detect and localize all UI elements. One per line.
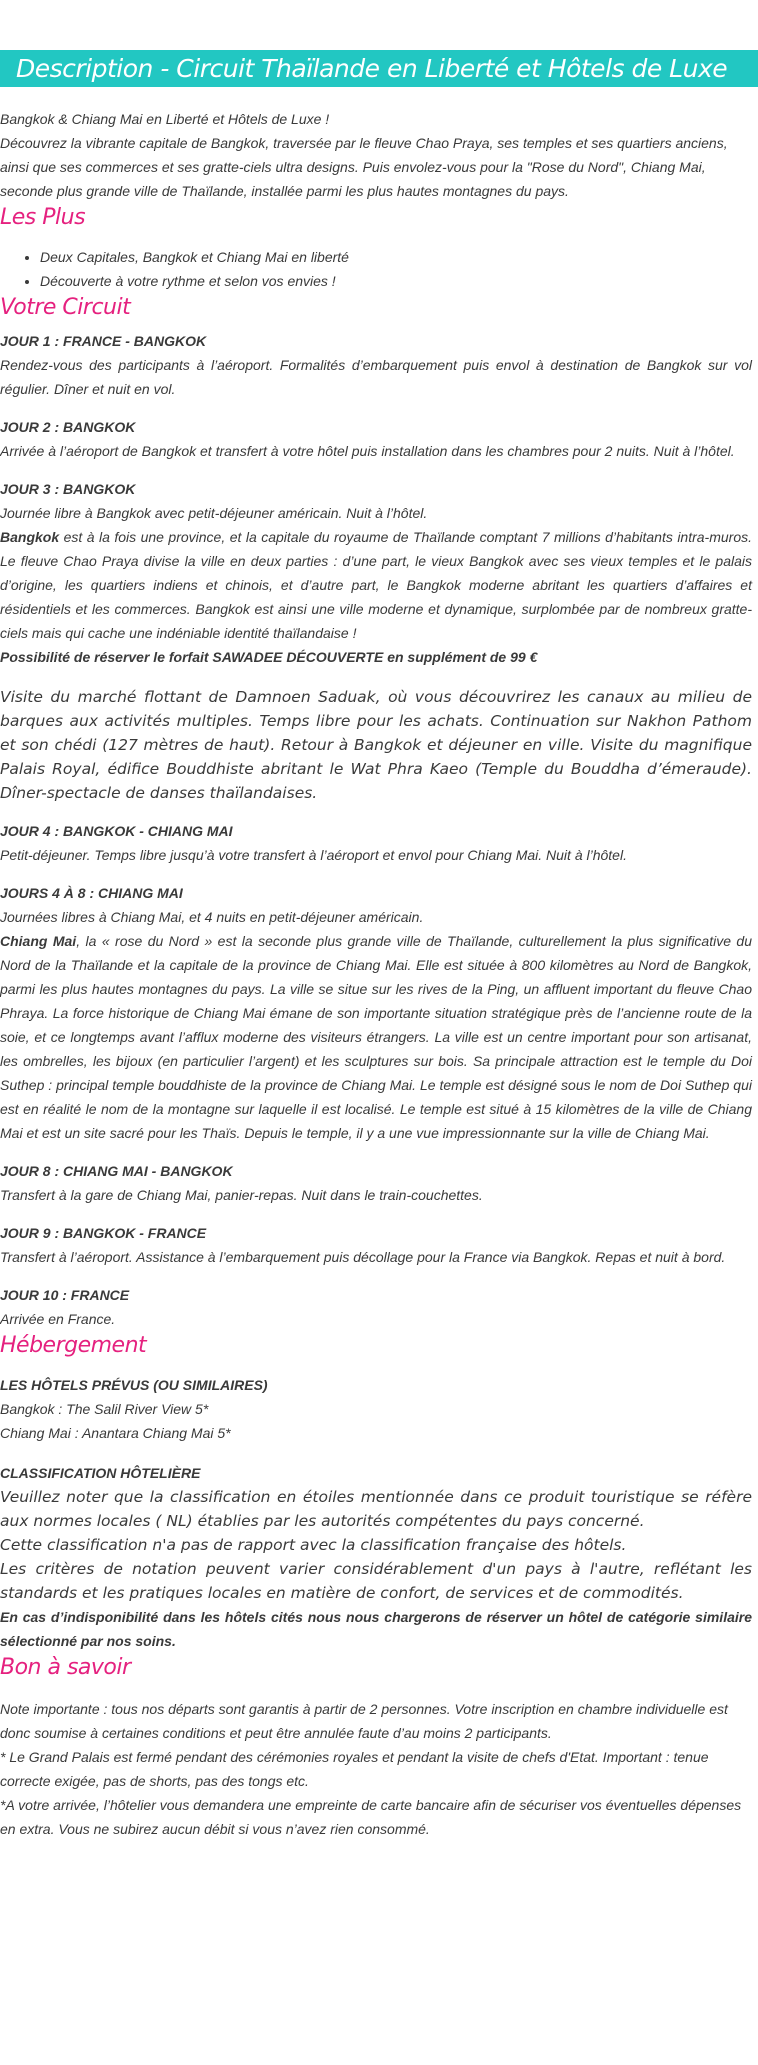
day-title: JOUR 8 : CHIANG MAI - BANGKOK bbox=[0, 1163, 233, 1179]
classification-text: Veuillez noter que la classification en étoiles mentionnée dans ce produit touristique se réfère aux normes locales ( NL) établies par les autorités compétentes du pays concerné. bbox=[0, 1488, 752, 1530]
city-description bbox=[0, 525, 752, 645]
classification-title: CLASSIFICATION HÔTELIÈRE bbox=[0, 1465, 201, 1481]
days-4-8 bbox=[0, 881, 758, 1145]
day-8 bbox=[0, 1159, 758, 1207]
hotels-title: LES HÔTELS PRÉVUS (OU SIMILAIRES) bbox=[0, 1377, 268, 1393]
day-title: JOUR 4 : BANGKOK - CHIANG MAI bbox=[0, 823, 233, 839]
day-text: Transfert à la gare de Chiang Mai, panier-repas. Nuit dans le train-couchettes. bbox=[0, 1187, 483, 1203]
hotel-chiang-mai: Chiang Mai : Anantara Chiang Mai 5* bbox=[0, 1425, 231, 1441]
note-departures: Note importante : tous nos départs sont garantis à partir de 2 personnes. Votre inscription en chambre individuelle est donc soumise à certaines conditions et peut être annulée faute d’au moins 2 participants. bbox=[0, 1701, 728, 1741]
classification-text: Cette classification n'a pas de rapport avec la classification française des hôtels. bbox=[0, 1536, 627, 1554]
day-text: Petit-déjeuner. Temps libre jusqu’à votre transfert à l’aéroport et envol pour Chiang Mai. Nuit à l’hôtel. bbox=[0, 847, 627, 863]
day-9 bbox=[0, 1221, 758, 1269]
day-title: JOUR 2 : BANGKOK bbox=[0, 419, 136, 435]
plus-list bbox=[0, 245, 758, 293]
city-name: Chiang Mai bbox=[0, 933, 77, 949]
day-title: JOUR 9 : BANGKOK - FRANCE bbox=[0, 1225, 207, 1241]
classification-block bbox=[0, 1461, 758, 1653]
day-title: JOUR 1 : FRANCE - BANGKOK bbox=[0, 333, 207, 349]
availability-note: En cas d’indisponibilité dans les hôtels cités nous nous chargerons de réserver un hôtel de catégorie similaire sélectionné par nos soins. bbox=[0, 1609, 752, 1649]
hotels-block bbox=[0, 1373, 758, 1445]
day-title: JOUR 3 : BANGKOK bbox=[0, 481, 136, 497]
note-grand-palace: * Le Grand Palais est fermé pendant des cérémonies royales et pendant la visite de chefs d'Etat. Important : tenue correcte exigée, pas de shorts, pas des tongs etc. bbox=[0, 1749, 709, 1789]
day-text: Journée libre à Bangkok avec petit-déjeuner américain. Nuit à l’hôtel. bbox=[0, 505, 428, 521]
day-title: JOURS 4 À 8 : CHIANG MAI bbox=[0, 885, 183, 901]
note-credit-card: *A votre arrivée, l’hôtelier vous demandera une empreinte de carte bancaire afin de sécuriser vos éventuelles dépenses en extra. Vous ne subirez aucun débit si vous n’avez rien consommé. bbox=[0, 1797, 742, 1837]
day-10 bbox=[0, 1283, 758, 1331]
good-to-know bbox=[0, 1697, 758, 1841]
city-description bbox=[0, 929, 752, 1145]
optional-package: Possibilité de réserver le forfait SAWADEE DÉCOUVERTE en supplément de 99 € bbox=[0, 649, 538, 665]
day-text: Arrivée à l’aéroport de Bangkok et transfert à votre hôtel puis installation dans les chambres pour 2 nuits. Nuit à l’hôtel. bbox=[0, 443, 735, 459]
section-heading-savoir: Bon à savoir bbox=[0, 1655, 131, 1680]
day-1 bbox=[0, 329, 758, 401]
intro-text: Découvrez la vibrante capitale de Bangkok, traversée par le fleuve Chao Praya, ses temples et ses quartiers anciens, ainsi que ses commerces et ses gratte-ciels ultra designs. Puis envolez-vous pour la "Rose du Nord", Chiang Mai, seconde plus grande ville de Thaïlande, installée parmi les plus hautes montagnes du pays. bbox=[0, 135, 728, 199]
intro-headline: Bangkok & Chiang Mai en Liberté et Hôtels de Luxe ! bbox=[0, 111, 330, 127]
day-text: Transfert à l’aéroport. Assistance à l’embarquement puis décollage pour la France via Bangkok. Repas et nuit à bord. bbox=[0, 1249, 726, 1265]
day-2 bbox=[0, 415, 758, 463]
city-name: Bangkok bbox=[0, 529, 60, 545]
day-title: JOUR 10 : FRANCE bbox=[0, 1287, 130, 1303]
intro bbox=[0, 107, 758, 203]
city-text: , la « rose du Nord » est la seconde plus grande ville de Thaïlande, culturellement la plus significative du Nord de la Thaïlande et la capitale de la province de Chiang Mai. Elle est située à 800 kilomètres au Nord de Bangkok, parmi les plus hautes montagnes du pays. La ville se situe sur les rives de la Ping, un affluent important du fleuve Chao Phraya. La force historique de Chiang Mai émane de son importante situation stratégique près de l’ancienne route de la soie, et ce longtemps avant l’afflux moderne des visiteurs étrangers. La ville est un centre important pour son artisanat, les ombrelles, les bijoux (en particulier l’argent) et les sculptures sur bois. Sa principale attraction est le temple du Doi Suthep : principal temple bouddhiste de la province de Chiang Mai. Le temple est désigné sous le nom de Doi Suthep qui est en réalité le nom de la montagne sur laquelle il est localisé. Le temple est situé à 15 kilomètres de la ville de Chiang Mai et est un site sacré pour les Thaïs. Depuis le temple, il y a une vue impressionnante sur la ville de Chiang Mai. bbox=[0, 933, 752, 1141]
day-3 bbox=[0, 477, 758, 669]
city-text: est à la fois une province, et la capitale du royaume de Thaïlande comptant 7 millions d’habitants intra-muros. Le fleuve Chao Praya divise la ville en deux parties : d’une part, le vieux Bangkok avec ses vieux temples et le palais d’origine, les quartiers indiens et chinois, et d’autre part, le Bangkok moderne abritant les quartiers d’affaires et résidentiels et les commerces. Bangkok est ainsi une ville moderne et dynamique, surplombée par de nombreux gratte-ciels mais qui cache une indéniable identité thaïlandaise ! bbox=[0, 529, 752, 641]
day-4 bbox=[0, 819, 758, 867]
day-text: Arrivée en France. bbox=[0, 1311, 116, 1327]
page bbox=[0, 50, 758, 1841]
section-heading-plus: Les Plus bbox=[0, 205, 86, 230]
list-item: • Deux Capitales, Bangkok et Chiang Mai en liberté bbox=[40, 245, 758, 269]
classification-text: Les critères de notation peuvent varier considérablement d'un pays à l'autre, reflétant les standards et les pratiques locales en matière de confort, de services et de commodités. bbox=[0, 1560, 752, 1602]
hotel-bangkok: Bangkok : The Salil River View 5* bbox=[0, 1401, 209, 1417]
day-text: Journées libres à Chiang Mai, et 4 nuits en petit-déjeuner américain. bbox=[0, 909, 424, 925]
section-heading-circuit: Votre Circuit bbox=[0, 295, 131, 320]
list-item: • Découverte à votre rythme et selon vos envies ! bbox=[40, 269, 758, 293]
excursion-description: Visite du marché flottant de Damnoen Saduak, où vous découvrirez les canaux au milieu de barques aux activités multiples. Temps libre pour les achats. Continuation sur Nakhon Pathom et son chédi (127 mètres de haut). Retour à Bangkok et déjeuner en ville. Visite du magnifique Palais Royal, édifice Bouddhiste abritant le Wat Phra Kaeo (Temple du Bouddha d’émeraude). Dîner-spectacle de danses thaïlandaises. bbox=[0, 688, 752, 802]
section-heading-hebergement: Hébergement bbox=[0, 1333, 147, 1358]
page-title: Description - Circuit Thaïlande en Liberté et Hôtels de Luxe bbox=[0, 50, 758, 87]
day-text: Rendez-vous des participants à l’aéroport. Formalités d’embarquement puis envol à destination de Bangkok sur vol régulier. Dîner et nuit en vol. bbox=[0, 357, 752, 397]
